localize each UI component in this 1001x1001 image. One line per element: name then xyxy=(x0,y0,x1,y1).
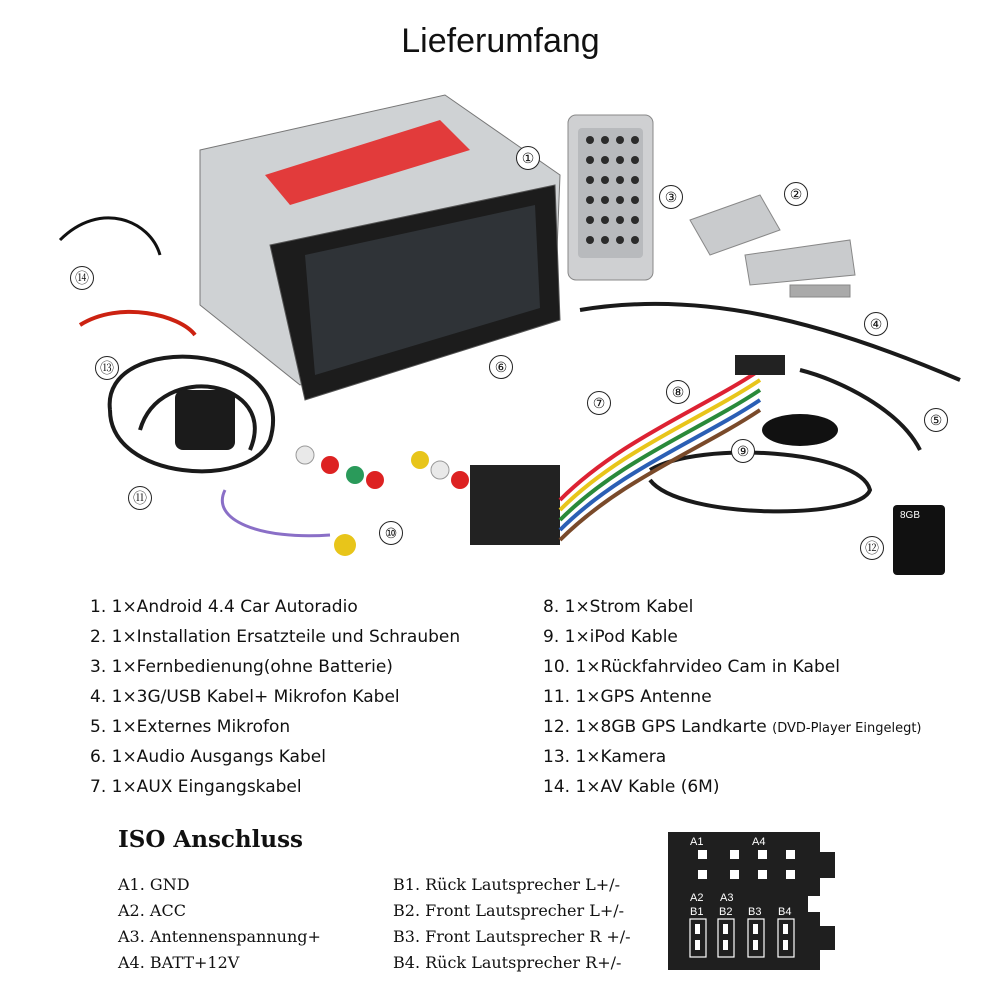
callout-7: ⑦ xyxy=(587,391,611,415)
callout-2: ② xyxy=(784,182,808,206)
list-item: 9. 1×iPod Kable xyxy=(543,627,678,647)
connector-label-b1: B1 xyxy=(690,906,704,918)
list-item: 1. 1×Android 4.4 Car Autoradio xyxy=(90,597,358,617)
items-list-left xyxy=(90,592,460,802)
connector-label-a3: A3 xyxy=(720,892,734,904)
iso-pin-a2: A2. ACC xyxy=(118,901,186,920)
iso-pin-a4: A4. BATT+12V xyxy=(118,953,240,972)
remote-control xyxy=(568,115,653,280)
list-item xyxy=(543,712,922,742)
list-item-note: (DVD-Player Eingelegt) xyxy=(772,721,922,736)
list-item-text: 12. 1×8GB GPS Landkarte xyxy=(543,717,767,737)
list-item: 3. 1×Fernbedienung(ohne Batterie) xyxy=(90,657,393,677)
iso-pin-a1: A1. GND xyxy=(118,875,190,894)
callout-1: ① xyxy=(516,146,540,170)
page-title: Lieferumfang xyxy=(401,22,600,60)
iso-title: ISO Anschluss xyxy=(118,826,304,853)
iso-pin-a3: A3. Antennenspannung+ xyxy=(118,927,321,946)
connector-label-a2: A2 xyxy=(690,892,704,904)
iso-connector-diagram xyxy=(660,826,840,974)
iso-pin-b4: B4. Rück Lautsprecher R+/- xyxy=(393,953,622,972)
callout-4: ④ xyxy=(864,312,888,336)
callout-6: ⑥ xyxy=(489,355,513,379)
connector-label-b2: B2 xyxy=(719,906,733,918)
car-radio-unit xyxy=(200,95,560,400)
microphone xyxy=(762,414,838,446)
list-item: 4. 1×3G/USB Kabel+ Mikrofon Kabel xyxy=(90,687,400,707)
list-item: 6. 1×Audio Ausgangs Kabel xyxy=(90,747,326,767)
connector-label-a1: A1 xyxy=(690,836,704,848)
list-item: 10. 1×Rückfahrvideo Cam in Kabel xyxy=(543,657,840,677)
list-item: 13. 1×Kamera xyxy=(543,747,667,767)
callout-3: ③ xyxy=(659,185,683,209)
iso-pin-b2: B2. Front Lautsprecher L+/- xyxy=(393,901,625,920)
callout-5: ⑤ xyxy=(924,408,948,432)
connector-label-b4: B4 xyxy=(778,906,792,918)
iso-b-pins xyxy=(393,872,631,976)
sd-card-label: 8GB xyxy=(900,510,921,521)
callout-9: ⑨ xyxy=(731,439,755,463)
callout-8: ⑧ xyxy=(666,380,690,404)
callout-11: ⑪ xyxy=(128,486,152,510)
list-item: 5. 1×Externes Mikrofon xyxy=(90,717,291,737)
mounting-brackets xyxy=(690,195,855,297)
list-item: 14. 1×AV Kable (6M) xyxy=(543,777,720,797)
list-item: 7. 1×AUX Eingangskabel xyxy=(90,777,302,797)
callout-13: ⑬ xyxy=(95,356,119,380)
connector-label-a4: A4 xyxy=(752,836,766,848)
list-item: 2. 1×Installation Ersatzteile und Schrauben xyxy=(90,627,461,647)
list-item: 11. 1×GPS Antenne xyxy=(543,687,712,707)
iso-pin-b1: B1. Rück Lautsprecher L+/- xyxy=(393,875,620,894)
iso-pin-b3: B3. Front Lautsprecher R +/- xyxy=(393,927,631,946)
product-photo xyxy=(0,80,1001,590)
callout-10: ⑩ xyxy=(379,521,403,545)
iso-a-pins xyxy=(118,872,321,976)
callout-12: ⑫ xyxy=(860,536,884,560)
gps-antenna xyxy=(175,390,235,450)
items-list-right xyxy=(543,592,922,802)
callout-14: ⑭ xyxy=(70,266,94,290)
connector-label-b3: B3 xyxy=(748,906,762,918)
list-item: 8. 1×Strom Kabel xyxy=(543,597,694,617)
